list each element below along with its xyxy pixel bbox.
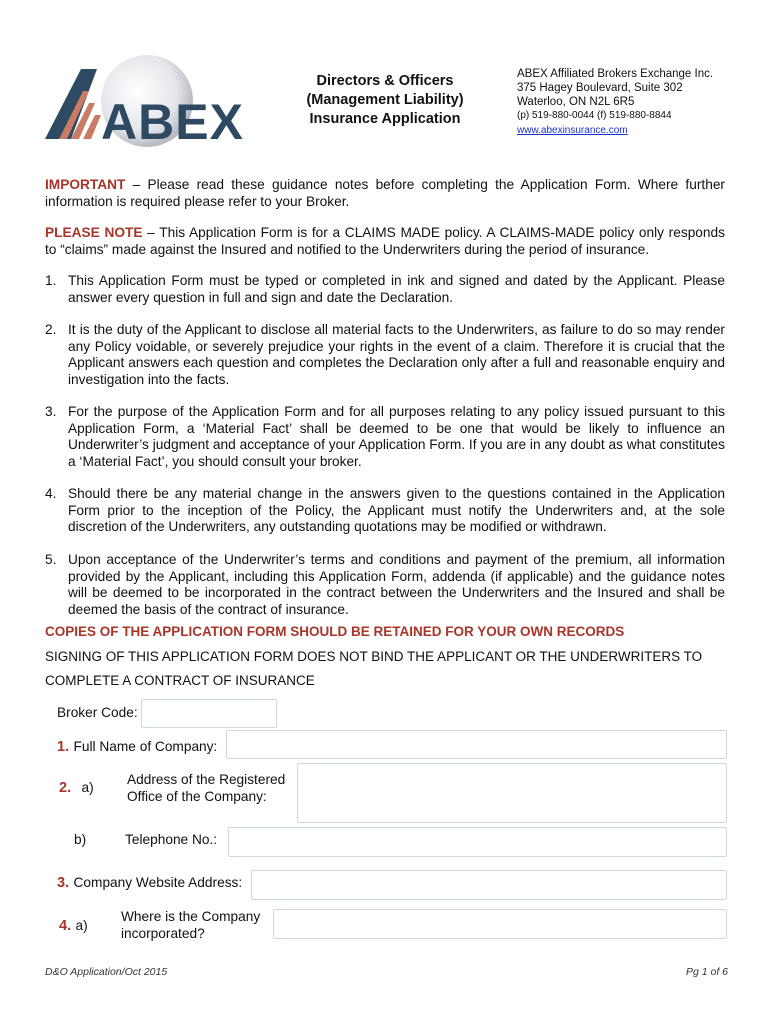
signing-notice-line1: SIGNING OF THIS APPLICATION FORM DOES NOT BIND THE APPLICANT OR THE UNDERWRITERS TO xyxy=(45,649,703,664)
q2a-sub: a) xyxy=(81,780,94,795)
note-number: 4. xyxy=(45,486,57,501)
broker-city: Waterloo, ON N2L 6R5 xyxy=(517,96,635,108)
signing-notice-line2: COMPLETE A CONTRACT OF INSURANCE xyxy=(45,673,315,688)
note-number: 1. xyxy=(45,273,57,288)
please-note xyxy=(45,224,725,258)
q1-number: 1. xyxy=(57,739,70,755)
broker-phones: (p) 519-880-0044 (f) 519-880-8844 xyxy=(517,110,672,121)
footer-form-id: D&O Application/Oct 2015 xyxy=(45,966,168,978)
guidance-note xyxy=(45,404,725,470)
q1-label: Full Name of Company: xyxy=(73,739,218,754)
company-name-input[interactable] xyxy=(226,730,727,759)
incorporation-input[interactable] xyxy=(273,909,727,939)
form-title xyxy=(285,72,485,129)
q2-row xyxy=(59,779,94,797)
q1-row xyxy=(57,738,217,756)
title-line: Directors & Officers xyxy=(316,73,454,89)
broker-name: ABEX Affiliated Brokers Exchange Inc. xyxy=(517,68,714,80)
telephone-input[interactable] xyxy=(228,827,727,857)
q2-number: 2. xyxy=(59,780,72,796)
note-text: Should there be any material change in the answers given to the questions contained in the Application Form prior to the inception of the Policy, the Applicant must notify the Underwriters and, at the sole discretion of the Underwriters, any outstanding quotations may be modified or withdrawn. xyxy=(68,486,725,534)
important-notice xyxy=(45,176,725,210)
broker-address xyxy=(517,67,713,138)
q4a-label-line: Where is the Company xyxy=(121,909,261,924)
abex-logo xyxy=(45,55,244,150)
guidance-note xyxy=(45,322,725,388)
important-label: IMPORTANT xyxy=(45,177,126,192)
note-number: 3. xyxy=(45,404,57,419)
note-text: Upon acceptance of the Underwriter’s terms and conditions and payment of the premium, all information provided by the Applicant, including this Application Form, addenda (if applicable) and the guidance notes will be deemed to be incorporated in the contract between the Underwriters and the Insured and shall be deemed the basis of the contract of insurance. xyxy=(68,552,725,617)
broker-street: 375 Hagey Boulevard, Suite 302 xyxy=(517,82,683,94)
copies-notice: COPIES OF THE APPLICATION FORM SHOULD BE RETAINED FOR YOUR OWN RECORDS xyxy=(45,624,625,639)
title-line: (Management Liability) xyxy=(306,92,464,108)
q3-row xyxy=(57,874,242,892)
q2a-label xyxy=(127,771,285,805)
note-text: For the purpose of the Application Form and for all purposes relating to any policy issued pursuant to this Application Form, a ‘Material Fact’ shall be deemed to be one that would be likely to influence an Underwriter’s judgment and acceptance of your Application Form. If you are in any doubt as what constitutes a ‘Material Fact’, you should consult your broker. xyxy=(68,404,725,469)
logo-text: ABEX xyxy=(101,94,244,150)
important-text: – Please read these guidance notes before completing the Application Form. Where further information is required please refer to your Broker. xyxy=(45,177,725,209)
note-text: It is the duty of the Applicant to disclose all material facts to the Underwriters, as failure to do so may render any Policy voidable, or severely prejudice your rights in the event of a claim. Therefore it is crucial that the Applicant answers each question and completes the Declaration only after a full and reasonable enquiry and investigation into the facts. xyxy=(68,322,725,387)
q2a-label-line: Office of the Company: xyxy=(127,789,267,804)
please-note-label: PLEASE NOTE xyxy=(45,225,143,240)
q3-number: 3. xyxy=(57,875,70,891)
q2b-sub: b) xyxy=(74,832,87,847)
q4-row xyxy=(59,917,88,935)
guidance-note xyxy=(45,486,725,536)
registered-address-input[interactable] xyxy=(297,763,727,823)
note-text: This Application Form must be typed or completed in ink and signed and dated by the Applicant. Please answer every question in full and sign and date the Declaration. xyxy=(68,273,725,305)
website-input[interactable] xyxy=(251,870,727,900)
footer-page-number: Pg 1 of 6 xyxy=(685,966,728,978)
q4-number: 4. xyxy=(59,918,72,934)
note-number: 5. xyxy=(45,552,57,567)
q3-label: Company Website Address: xyxy=(73,875,243,890)
q4a-label xyxy=(121,908,260,942)
q2b-label: Telephone No.: xyxy=(125,832,218,847)
title-line: Insurance Application xyxy=(309,111,461,127)
q4a-label-line: incorporated? xyxy=(121,926,205,941)
guidance-note xyxy=(45,273,725,306)
guidance-note xyxy=(45,552,725,618)
broker-code-input[interactable] xyxy=(141,699,277,728)
please-note-text: – This Application Form is for a CLAIMS MADE policy. A CLAIMS-MADE policy only responds to “claims” made against the Insured and notified to the Underwriters during the period of insurance. xyxy=(45,225,725,257)
q2a-label-line: Address of the Registered xyxy=(127,772,286,787)
broker-code-label: Broker Code: xyxy=(57,705,138,720)
broker-website-link[interactable]: www.abexinsurance.com xyxy=(517,125,628,136)
q4a-sub: a) xyxy=(75,918,88,933)
note-number: 2. xyxy=(45,322,57,337)
